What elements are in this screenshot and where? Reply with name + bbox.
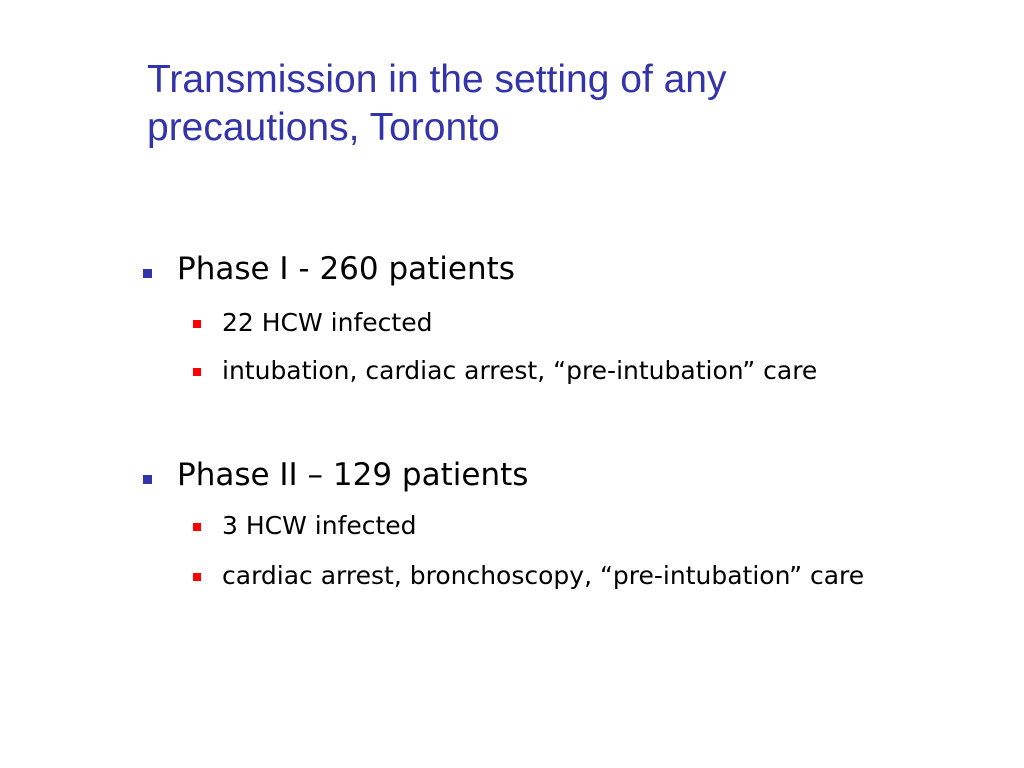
square-bullet-icon	[193, 523, 201, 531]
sub-bullet-phase-1-infected: 22 HCW infected	[222, 308, 433, 337]
square-bullet-icon	[193, 320, 201, 328]
sub-bullet-phase-1-procedures: intubation, cardiac arrest, “pre-intubation” care	[222, 356, 818, 385]
bullet-phase-2: Phase II – 129 patients	[177, 457, 529, 493]
sub-bullet-phase-2-procedures: cardiac arrest, bronchoscopy, “pre-intubation” care	[222, 561, 865, 590]
square-bullet-icon	[193, 573, 201, 581]
bullet-phase-1: Phase I - 260 patients	[177, 251, 515, 287]
sub-bullet-phase-2-infected: 3 HCW infected	[222, 511, 417, 540]
square-bullet-icon	[193, 368, 201, 376]
square-bullet-icon	[143, 269, 152, 278]
slide-title: Transmission in the setting of any precautions, Toronto	[147, 58, 727, 149]
square-bullet-icon	[143, 475, 152, 484]
